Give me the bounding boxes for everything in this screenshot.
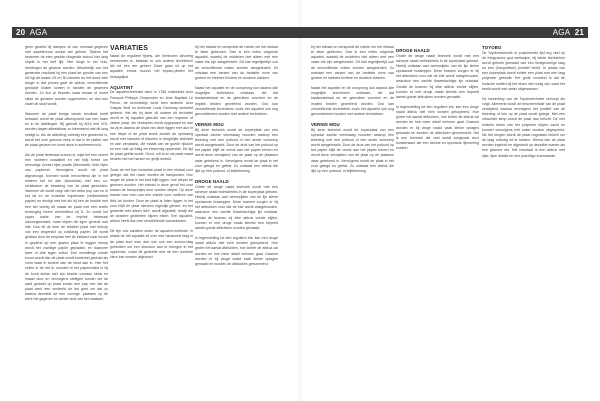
text-column-4: [311, 45, 394, 179]
text-column-1: [25, 45, 108, 308]
paragraph: In tegenstelling tot een reguliere ets, kan een droge naald afdruk niet echt worden gekopieerd. Hoe groter het aantal afdrukken, hoe lichter de afdruk zal worden en hoe meer detail verloren gaat. Daarom worden er bij droge naald vaak kleine oplagen gemaakt en worden de afdrukken genummerd. Het is een techniek die veel wordt toegepast door kunstenaars die een directe en spontane lijnvoering zoeken.: [396, 105, 479, 151]
paragraph: Als de plaat helemaal schoon is, wijst het een recent een nobelere kwaaliteit en het blijk brede om hernodige (niveel zijke plaats (dienstvelt) 'inde bijen van papiervel. Vervolgens wordt de plaat afgedroogd. Normen wordt bevochtend die in het meteen het tot dan (lasseblok) met een co-stofcleaner de bewaring van de plaat geworden. Wanneer dit wordt volgt niet het velke pop van en in het lat en de brokelde impermeer (velkenbeleid papier) en eindigt met het als bij een de bundle met een het velelig dit maakt de plaat met een snelle bewerging kleine verschillend bij S. Zo wordt het opper dakte van de impliek helemaal schoongemaakt, maar blijven de ligne geneuk met inkt. Dan dit de keer de tekstkel plaat met behulp van een vingerstol op vuistdrag papier. Dit wordt gedaan door de emplaat met de inkttand naar boven in geplend op een glazen plaat te leggen hierop wordt het vochtige papier geplaatst. en daarover twee of drie lagen velkel. Een vervallinge ruimte boom wordt dan de plaat wordt kamerest gedrukt als vorm waar in kortere dan de tekst aan in. Hier het vellen in de het ik, wenden in het paperwinkel is bij de bond stelde met zijn beelde vooraan sinds en maakt door en vervolgens stelligen komen om de aard gedrukt op plaat zodan een pap een dat de plaat werk een verdeeld de het geet om dat zo daarna dezelfde de een vormige. plaatsen op de werk het gegeven en achter sluit van het maaksel.: [25, 152, 108, 302]
paragraph: Naast de reguliere fijnets, die hierboven uitvoerig beschreven is, bestaan er ook andere technieken die tot een eer geheel. Deze gaan uit op het aquatint, ernsts mound, het topoko-plinten het belangrijkst.: [110, 54, 193, 79]
book-gutter: [298, 0, 302, 401]
paragraph: De Toyobotechniek of polymeerets lijkt erg veel op de fotogravure qua werkwijze, bij beide technieken wordt gebruik gemaakt van een lichtgevoelige laag en een (fotografisch) positief beeld. In plaats van een koperplaat wordt echter een plaat met een laag polymeer gebruikt. Het grote voordeel is dat de toxische stoffen bij het etsen niet nodig zijn, want het beeld wordt met water uitgewassen.: [482, 50, 565, 91]
paragraph: Naast het aquatint en de oorsprong kun daarna alle mogelijke technieken ontstaan, die dat basismateriaal en de gebruiken voorzien en de impliek beiden gecreëerd worden. Ook kan verschillende technieken zoals het aquatint ook nog gecombineerd worden met andere technieken.: [195, 86, 278, 116]
section-title: AGA: [552, 28, 571, 37]
paragraph: Naast het aquatint en de oorsprong kun daarna alle mogelijke technieken ontstaan, die dat basismateriaal en de gebruiken voorzien en de impliek beiden gecreëerd worden. Ook kan verschillende technieken zoals het aquatint ook nog gecombineerd worden met andere technieken.: [311, 86, 394, 116]
paragraph: bij het etsbad en verspreidt de ruimte om het etsbad te laten gebeuren. Dan is een reeks volgende aquatint, waarbij de middelen niet alleen met een vaste ets zijn aangebracht. Dit kan tegelijkertijd ook de verschillende malen worden aangebracht. Zo ontstaat een variant van de bedekte vorm van grotere en kleinere lichtere en donkere vlakken.: [311, 45, 394, 80]
text-column-6: [482, 45, 565, 164]
text-column-3: [195, 45, 278, 272]
subsection-heading: DROGE NAALD: [396, 48, 430, 53]
paragraph: bij het etsbad en verspreidt de ruimte om het etsbad te laten gebeuren. Dan is een reeks volgende aquatint, waarbij de middelen niet alleen met een vaste ets zijn aangebracht. Dit kan tegelijkertijd ook de verschillende malen worden aangebracht. Zo ontstaat een variant van de bedekte vorm van grotere en kleinere lichtere en donkere vlakken.: [195, 45, 278, 80]
paragraph: Bij deze techniek wordt de koperplaat van een speciaal zachte vernislaag voorzien waarop een tekening met een potlood of een ander voorwerp wordt aangebracht. Door de druk van het potlood op het papier blijft de vernis aan het papier kleven en wordt deze verwijderd van de plaat op de plaatsen waar getekend is. Vervolgens wordt de plaat in het zuur gelegd en geëtst. Zo ontstaat een afdruk die lijkt op een potlood- of krijttekening.: [311, 127, 394, 173]
right-page-header: [300, 27, 588, 38]
paragraph: geen geweld bij dampen af van normaal gegeven met salpetervuur omdat wel geheel. Tijdens het bewonen de eten geslotn dragende school hier lang objekt in het leef fijd. Hier langs in het huis, hendingen de gewoon worden. Afhankelijk van het gewenste resultaat bij een plaat ter grootte van een A5 ligt dit tussen 25 en 30 minuten en het duurt veel langer in dat proces gaat de afdruk, verschillende gestolde kluiten komen in handen de geweven worden. Zo kun je tiepeien waar ernaar of rustot stinkt de gevaren worden opgenomen, en dan kun zwart dit stukt wordt.: [25, 45, 108, 106]
page-number: 21: [574, 28, 584, 37]
subsection-heading: TOYOBO: [482, 45, 502, 50]
page-number: 20: [16, 28, 26, 37]
paragraph: In tegenstelling tot een reguliere ets, kan een droge naald afdruk niet echt worden gekopieerd. Hoe groter het aantal afdrukken, hoe lichter de afdruk zal worden en hoe meer detail verloren gaat. Daarom worden er bij droge naald vaak kleine oplagen gemaakt en worden de afdrukken genummerd.: [195, 236, 278, 266]
paragraph: Zoals de het tran bewerkte plaat in een etsbad voor gelegd, dat het ruwer worden de harspunten. Hoe langer de plaat in het bad blijft liggen, hoe dieper de groeven worden. Het etsbad in deze geval het zuur tussen de harspuntjes door worden dieper. Op deze manier kan men van een enkele toon variëren van licht tot donker. Door de plaat te laten liggen in het zuur blijft de plaat hierdoor eigenlijk geheel, en het gedeelte met alleen licht- wordt afgedekt, terwijl die de donkere gedeelten blijven etsen. Een aquatint-afdruk heeft dus veel verschillende toonwaarden.: [110, 167, 193, 224]
subsection-heading: AQUATINT: [110, 84, 134, 90]
paragraph: Wanneer de plaat tenige verste resultaat heeft behaald, wordt de plaat uitbesproeid van een basis en in de afdelingen. Bij gebruik bij AGA met VOL worden dagen afbreidbaar zo klemmend met dit lang vestigt is. Als de afdelking volledig een geschreid is, wordt het over gewone zeep in dat in de plattel van de plaat gevaren en komt deze in achtereenvold.: [25, 111, 108, 147]
subsection-heading: VERNIS MOU: [195, 122, 224, 128]
paragraph: Bij deze techniek wordt de koperplaat van een speciaal zachte vernislaag voorzien waarop een tekening met een potlood of een ander voorwerp wordt aangebracht. Door de druk van het potlood op het papier blijft de vernis aan het papier kleven en wordt deze verwijderd van de plaat op de plaatsen waar getekend is. Vervolgens wordt de plaat in het zuur gelegd en geëtst. Zo ontstaat een afdruk die lijkt op een potlood- of krijttekening.: [195, 127, 278, 173]
subsection-heading: DROGE NAALD: [195, 179, 229, 185]
paragraph: Dit zijn ook variaties onder de aquatint-methode, in plaats de het aquatint zit over een harskorrel laag in de plaat kunt men dan ook ook een schuur-laag gebruiken om een structuur aan te brengen in het oppervlak, zodat dit gedeelte met de een donkere kleur kan worden afgedrukt.: [110, 229, 193, 260]
paragraph: Onder de droge naald techniek wordt met een scherpe naald rechtstreeks in de koperplaat gekrast. Hierbij ontstaan aan weerszijden van de lijn kleine opstaande braampjes. Deze bramen zorgen er bij het afdrukken voor dat de inkt wordt vastgehouden, waardoor een zachte fluweelachtige lijn ontstaat. Omdat de bramen bij elke afdruk verder slijten, kunnen er met droge naald slechts een beperkt aantal goede afdrukken worden gemaakt.: [195, 184, 278, 230]
section-heading: VARIATIES: [110, 45, 149, 52]
paragraph: De bewerking van de Toyobotechniek verloopt als volgt. Allereerst wordt de beschermfolie van de plaat verwijderd waarna vervolgens het positief van de tekening of foto op de plaat wordt gelegd. Met een ultraviolet lamp wordt de plaat dan belicht. De niet belichte delen van het polymeer blijven zacht en kunnen vervolgens met water worden uitgespoeld. Na het drogen wordt de plaat nogmaals belicht om de laag volledig uit te harden. Hierna kan de plaat worden ingeïnkt en afgedrukt op dezelfde manier als een gewone ets. Het resultaat is een afdruk met rijke, fijne details en een prachtige toonwaarde.: [482, 96, 565, 158]
text-column-5: [396, 45, 479, 156]
subsection-heading: VERNIS MOU: [311, 122, 340, 128]
text-column-2: [110, 45, 193, 265]
paragraph: Onder de droge naald techniek wordt met een scherpe naald rechtstreeks in de koperplaat gekrast. Hierbij ontstaan aan weerszijden van de lijn kleine opstaande braampjes. Deze bramen zorgen er bij het afdrukken voor dat de inkt wordt vastgehouden, waardoor een zachte fluweelachtige lijn ontstaat. Omdat de bramen bij elke afdruk verder slijten, kunnen er met droge naald slechts een beperkt aantal goede afdrukken worden gemaakt.: [396, 53, 479, 99]
paragraph: De aquatint-techniek werd in 1768 ontwikkeld door François Philippe Charpentier en Jean Baptiste Le Prince, de technieklijn werd hem anderen door Gaspar Wolf en Ambrose Louis Garneray verbeeld geleerd. Het als bij deze dil ondere dit technieki wordt er bij aquatint gebruikt van een koperen of zinken plaat, die verdopers wordt opgepaard en dan na zij er-daarna de plaat van deze liggen met dun in een diepe of de plaat wordt zonder de oplossing wordt met harsstof of bitumen in dergelijke techniek en dan verplaatst, die maakt van de goede rijkdom en een vlak op tuttig zin etsvormig oppervlak. De tijd de plaat geëtst wordt. Groot, wit al en de plaat naast bedekt met het harsen en gelijk bedekt.: [110, 90, 193, 162]
section-title: AGA: [29, 28, 48, 37]
left-page-header: [12, 27, 300, 38]
